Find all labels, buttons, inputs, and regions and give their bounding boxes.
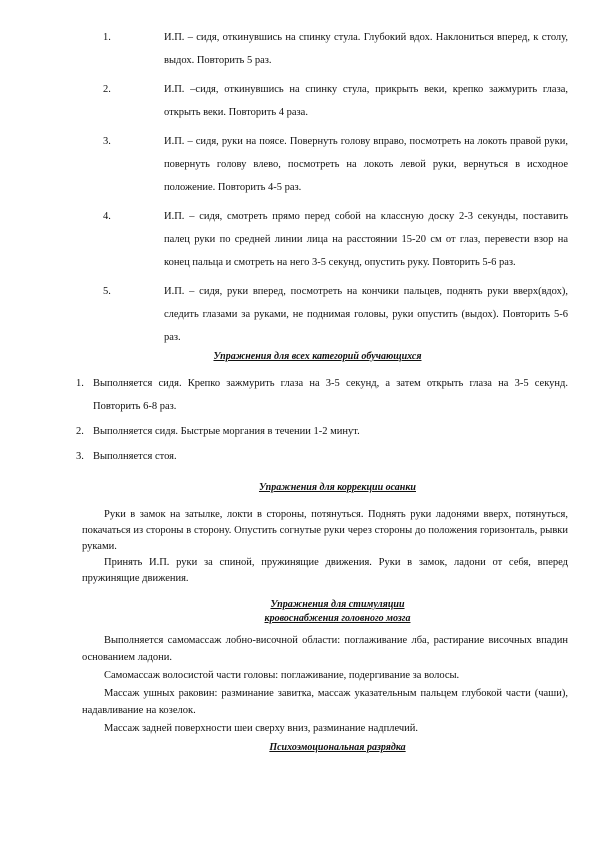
posture-paragraphs — [82, 507, 568, 587]
list-item-text: И.П. –сидя, откинувшись на спинку стула, прикрыть веки, крепко зажмурить глаза, открыть веки. Повторить 4 раза. — [164, 84, 568, 118]
list-item-number: 5. — [103, 286, 111, 297]
section-heading-psycho-emotional: Психоэмоциональная разрядка — [269, 742, 406, 753]
list-item-number: 2. — [76, 426, 84, 437]
list-item-text: И.П. – сидя, руки вперед, посмотреть на кончики пальцев, поднять руки вверх(вдох), следить глазами за руками, не поднимая головы, руки опустить (выдох). Повторить 5-6 раз. — [164, 286, 568, 343]
list-item-text: И.П. – сидя, откинувшись на спинку стула. Глубокий вдох. Наклониться вперед, к столу, выдох. Повторить 5 раз. — [164, 32, 568, 66]
list-item-number: 1. — [76, 378, 84, 389]
section-heading-all-students: Упражнения для всех категорий обучающихся — [213, 351, 422, 362]
list-item — [0, 445, 595, 468]
eye-exercise-list — [0, 26, 595, 355]
all-students-exercise-list — [0, 372, 595, 470]
list-item-text: И.П. – сидя, смотреть прямо перед собой на классную доску 2-3 секунды, поставить палец руки по средней линии лица на расстоянии 15-20 см от глаз, перевести взор на конец пальца и смотреть на него 3-5 секунд, опустить руку. Повторить 5-6 раз. — [164, 211, 568, 268]
list-item-number: 3. — [103, 136, 111, 147]
list-item-number: 1. — [103, 32, 111, 43]
list-item-text: И.П. – сидя, руки на поясе. Повернуть голову вправо, посмотреть на локоть правой руки, повернуть голову влево, посмотреть на локоть левой руки, вернуться в исходное положение. Повторить 4-5 раз. — [164, 136, 568, 193]
list-item — [0, 78, 595, 124]
massage-paragraphs — [82, 632, 568, 738]
list-item-number: 4. — [103, 211, 111, 222]
paragraph: Массаж задней поверхности шеи сверху вниз, разминание надплечий. — [104, 723, 418, 734]
paragraph: Массаж ушных раковин: разминание завитка, массаж указательным пальцем глубокой части (чаши), надавливание на козелок. — [82, 688, 568, 716]
list-item-text: Выполняется стоя. — [93, 451, 177, 462]
heading-line: Упражнения для стимуляции — [270, 599, 405, 610]
list-item — [0, 130, 595, 199]
list-item — [0, 372, 595, 418]
list-item-text: Выполняется сидя. Быстрые моргания в течении 1-2 минут. — [93, 426, 360, 437]
section-heading-blood-supply — [40, 598, 595, 626]
list-item — [0, 26, 595, 72]
heading-line: кровоснабжения головного мозга — [264, 613, 411, 624]
list-item — [0, 205, 595, 274]
paragraph: Руки в замок на затылке, локти в стороны, потянуться. Поднять руки ладонями вверх, потянуться, покачаться из стороны в сторону. Опустить согнутые руки через стороны до положения горизонталь, рывки руками. — [82, 509, 568, 552]
list-item-number: 2. — [103, 84, 111, 95]
list-item — [0, 420, 595, 443]
paragraph: Принять И.П. руки за спиной, пружинящие движения. Руки в замок, ладони от себя, вперед пружинящие движения. — [82, 557, 568, 584]
paragraph: Выполняется самомассаж лобно-височной области: поглаживание лба, растирание височных впадин основанием ладони. — [82, 635, 568, 663]
list-item — [0, 280, 595, 349]
list-item-number: 3. — [76, 451, 84, 462]
list-item-text: Выполняется сидя. Крепко зажмурить глаза на 3-5 секунд, а затем открыть глаза на 3-5 секунд. Повторить 6-8 раз. — [93, 378, 568, 412]
section-heading-posture: Упражнения для коррекции осанки — [258, 482, 416, 493]
paragraph: Самомассаж волосистой части головы: поглаживание, подергивание за волосы. — [104, 670, 460, 681]
